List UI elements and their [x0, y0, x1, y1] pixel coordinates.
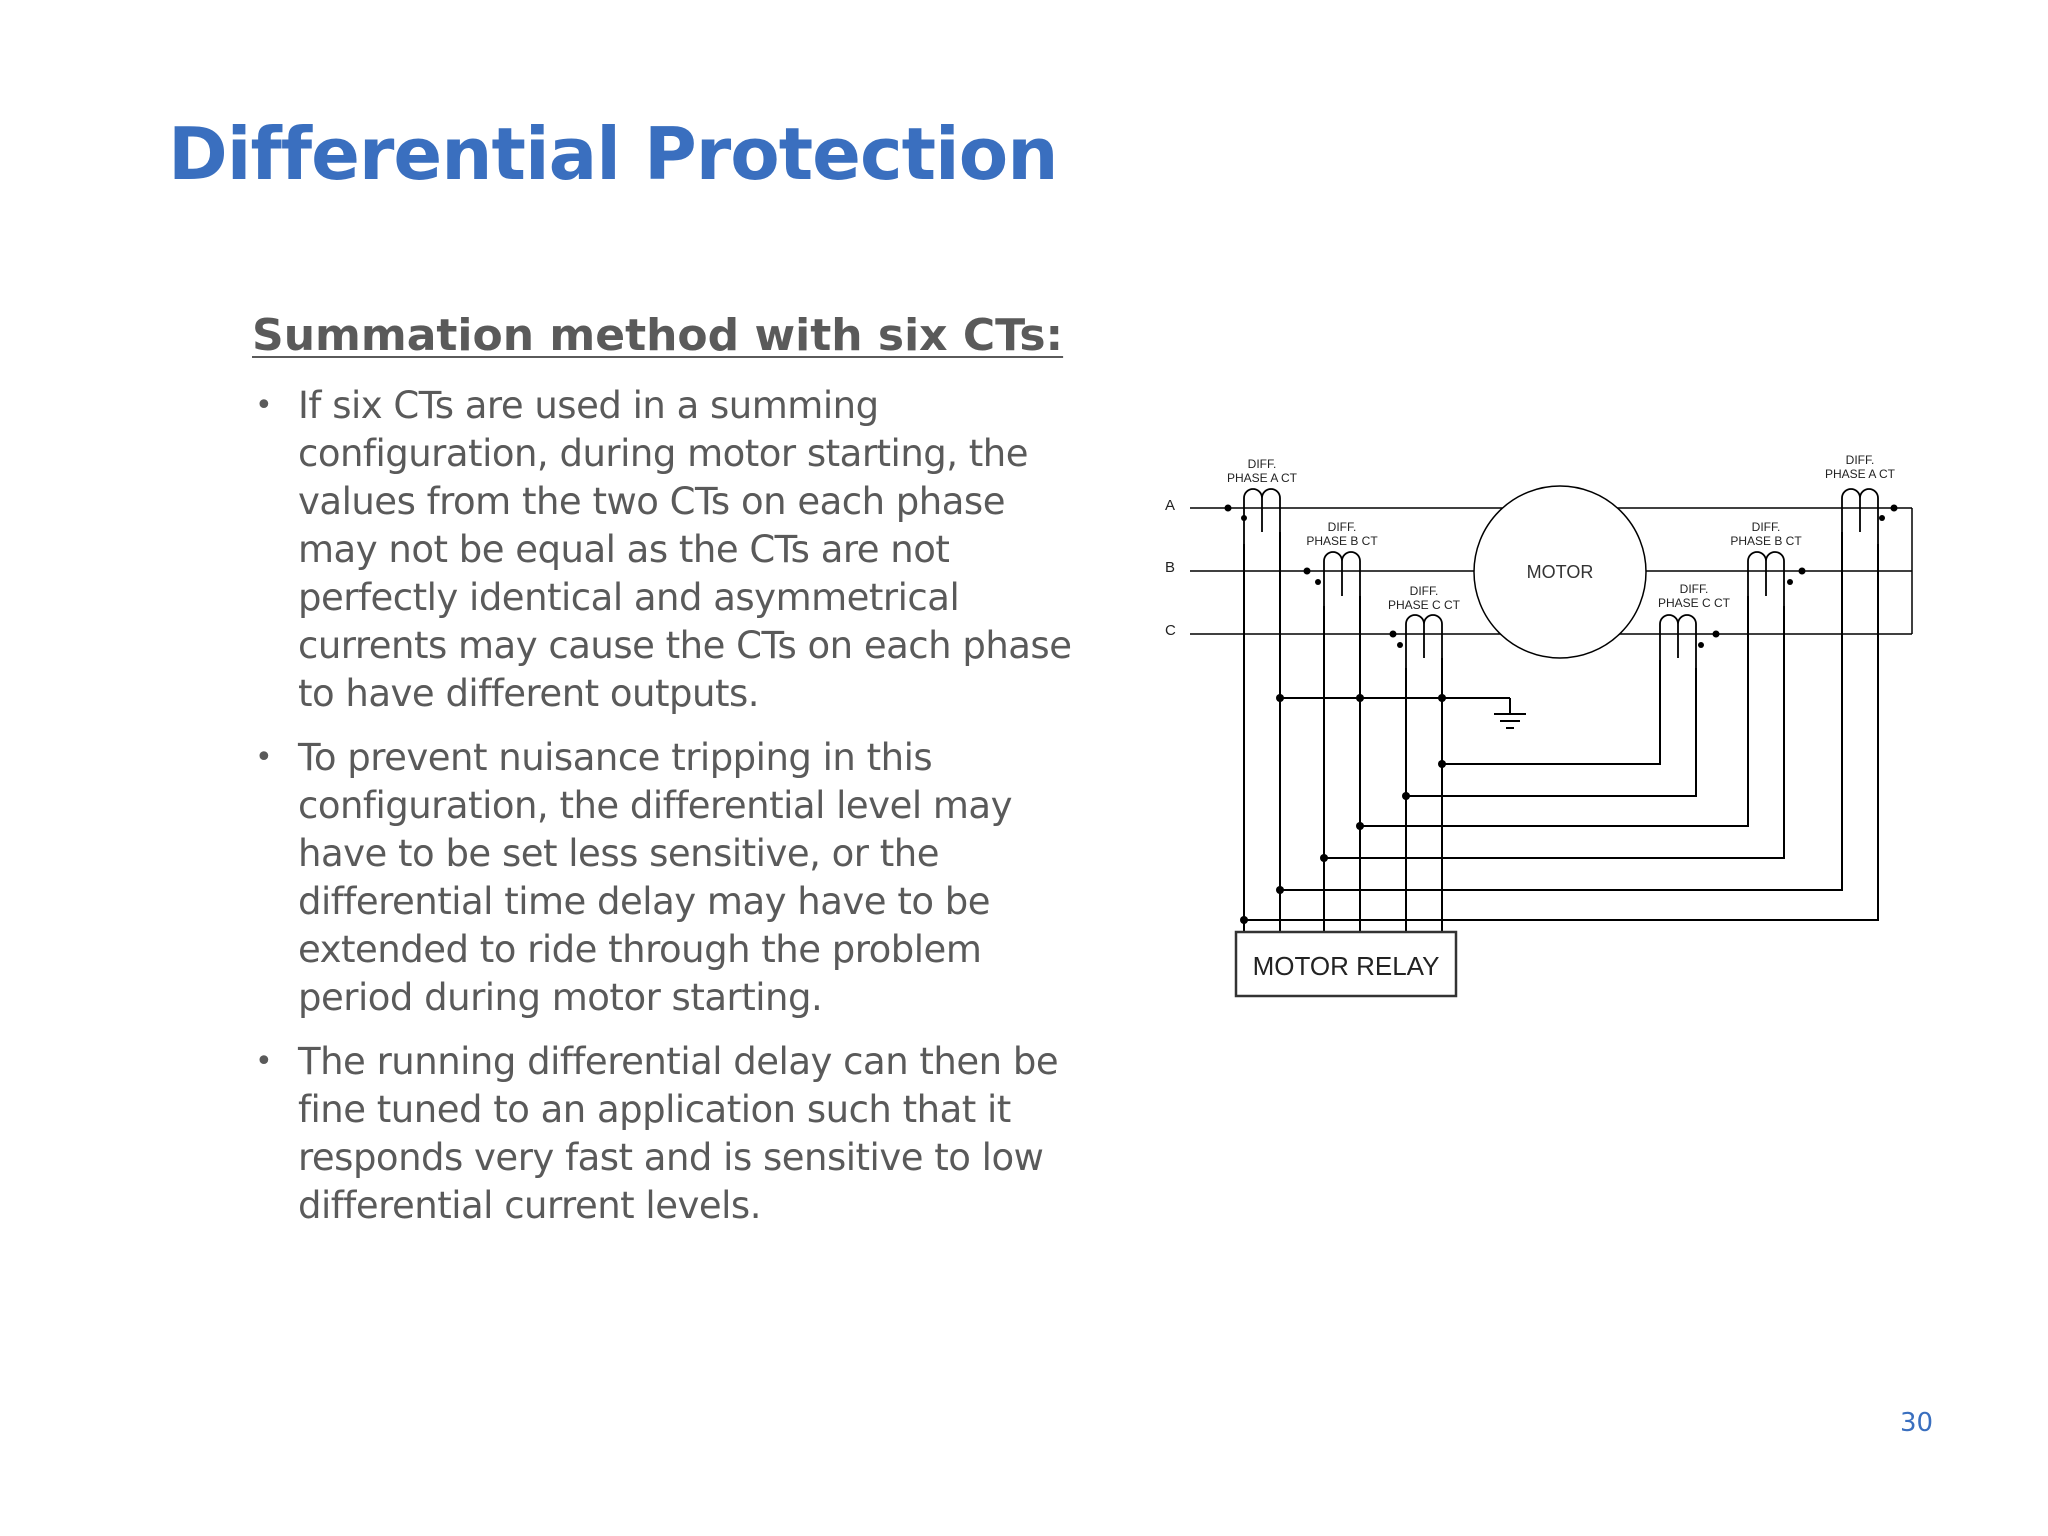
wire [1442, 660, 1660, 764]
ct-wiring-diagram [1150, 440, 1930, 1020]
page-number: 30 [1900, 1408, 1934, 1438]
ct-diff-label: DIFF. [1751, 520, 1781, 534]
phase-label-a: A [1165, 497, 1176, 514]
ct-phase-a-label: PHASE A CT [1226, 471, 1298, 485]
junction-dot [1240, 916, 1248, 924]
wire [1406, 668, 1696, 796]
bullet-text: If six CTs are used in a summing configuration, during motor starting, the values from the two CTs on each phase may not be equal as the CTs are not perfectly identical and asymmetrical currents may cause the CTs on each phase to have different outputs. [298, 384, 1072, 715]
polarity-dot [1879, 515, 1885, 521]
junction-dot [1356, 822, 1364, 830]
junction-dot [1356, 694, 1364, 702]
polarity-dot [1891, 505, 1898, 512]
polarity-dot [1698, 642, 1704, 648]
ct-diff-label: DIFF. [1327, 520, 1357, 534]
junction-dot [1276, 694, 1284, 702]
slide-title: Differential Protection [168, 112, 1058, 196]
junction-dot [1438, 760, 1446, 768]
ct-coil-b-neutral [1748, 552, 1784, 606]
junction-dot [1320, 854, 1328, 862]
phase-label-b: B [1165, 559, 1176, 576]
bullet-text: The running differential delay can then be fine tuned to an application such that it responds very fast and is sensitive to low differential current levels. [298, 1040, 1059, 1227]
bullet-icon: • [255, 740, 273, 775]
polarity-dot [1799, 568, 1806, 575]
polarity-dot [1315, 579, 1321, 585]
polarity-dot [1225, 505, 1232, 512]
ct-phase-c-label: PHASE C CT [1657, 596, 1731, 610]
polarity-dot [1390, 631, 1397, 638]
ct-phase-c-label: PHASE C CT [1387, 598, 1461, 612]
junction-dot [1276, 886, 1284, 894]
ct-coil-a-line [1244, 489, 1280, 544]
polarity-dot [1787, 579, 1793, 585]
bullet-list [252, 382, 1092, 1246]
bullet-text: To prevent nuisance tripping in this configuration, the differential level may have to be set less sensitive, or the differential time delay may have to be extended to ride through the problem period during motor starting. [298, 736, 1012, 1019]
motor-label: MOTOR [1526, 562, 1594, 582]
section-heading: Summation method with six CTs: [252, 310, 1064, 361]
junction-dot [1402, 792, 1410, 800]
polarity-dot [1241, 515, 1247, 521]
polarity-dot [1397, 642, 1403, 648]
bullet-item [252, 382, 1092, 718]
ct-diff-label: DIFF. [1247, 457, 1277, 471]
ct-coil-c-line [1406, 615, 1442, 668]
ct-phase-b-label: PHASE B CT [1306, 534, 1378, 548]
bullet-item [252, 1038, 1092, 1230]
bullet-icon: • [255, 1044, 273, 1079]
motor-relay-label: MOTOR RELAY [1252, 951, 1440, 981]
ct-diff-label: DIFF. [1409, 584, 1439, 598]
ct-phase-b-label: PHASE B CT [1730, 534, 1802, 548]
ct-diff-label: DIFF. [1679, 582, 1709, 596]
ct-coil-a-neutral [1842, 489, 1878, 544]
ct-diff-label: DIFF. [1845, 453, 1875, 467]
bullet-icon: • [255, 388, 273, 423]
bullet-item [252, 734, 1092, 1022]
ct-phase-a-label: PHASE A CT [1824, 467, 1896, 481]
phase-label-c: C [1165, 622, 1176, 639]
junction-dot [1438, 694, 1446, 702]
polarity-dot [1304, 568, 1311, 575]
ct-coil-b-line [1324, 552, 1360, 606]
polarity-dot [1713, 631, 1720, 638]
ct-coil-c-neutral [1660, 615, 1696, 668]
